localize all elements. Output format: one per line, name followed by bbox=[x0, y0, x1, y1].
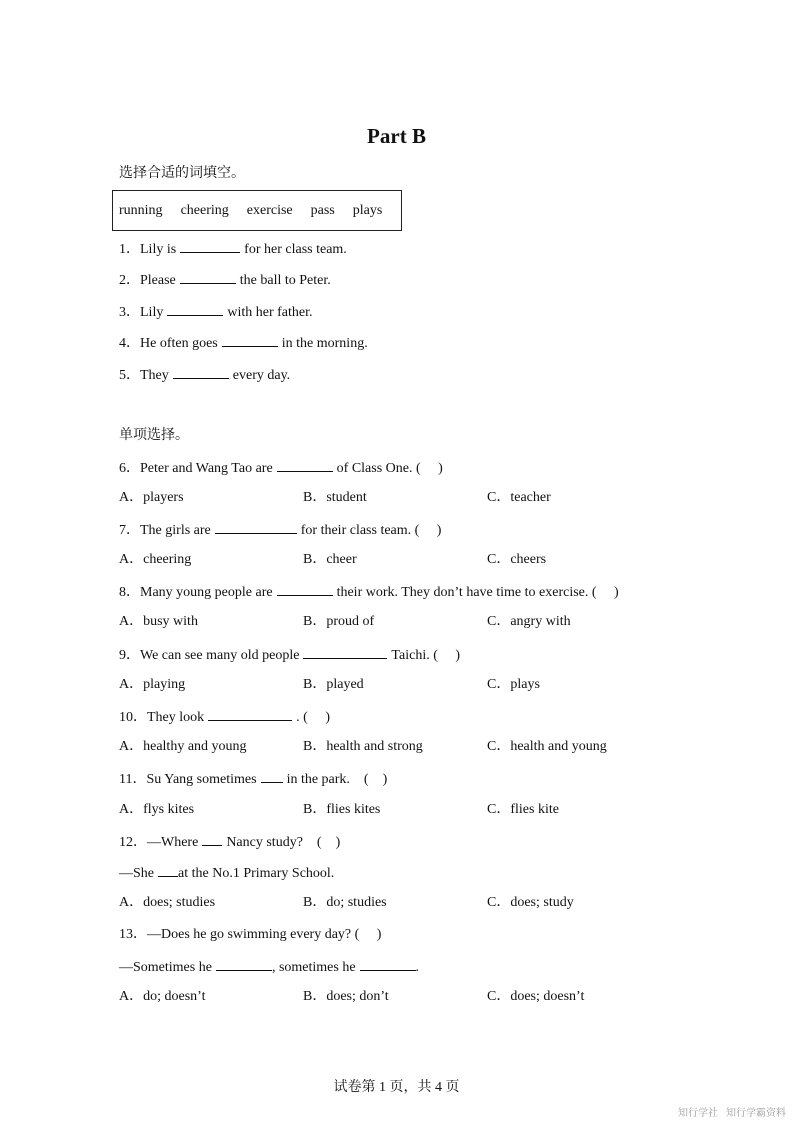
answer-blank[interactable] bbox=[180, 238, 240, 253]
word-bank-item: exercise bbox=[246, 202, 293, 218]
question-10: 10．They look . ( ) bbox=[119, 706, 330, 726]
answer-blank[interactable] bbox=[277, 581, 333, 596]
option-a[interactable]: A．flys kites bbox=[119, 802, 195, 817]
answer-blank[interactable] bbox=[360, 956, 416, 971]
answer-blank[interactable] bbox=[173, 364, 229, 379]
option-b[interactable]: B．does; don’t bbox=[303, 989, 389, 1004]
question-9: 9．We can see many old people Taichi. ( ) bbox=[119, 644, 460, 664]
answer-blank[interactable] bbox=[216, 956, 272, 971]
option-b[interactable]: B．student bbox=[303, 490, 367, 505]
option-c[interactable]: C．cheers bbox=[487, 552, 547, 567]
option-c[interactable]: C．angry with bbox=[487, 614, 571, 629]
answer-blank[interactable] bbox=[303, 644, 387, 659]
word-bank-item: running bbox=[119, 202, 163, 218]
answer-blank[interactable] bbox=[180, 269, 236, 284]
answer-blank[interactable] bbox=[277, 457, 333, 472]
option-b[interactable]: B．health and strong bbox=[303, 739, 423, 754]
option-a[interactable]: A．do; doesn’t bbox=[119, 989, 206, 1004]
section2-instruction: 单项选择。 bbox=[119, 428, 189, 443]
question-4: 4．He often goes in the morning. bbox=[119, 332, 368, 352]
question-13: 13．—Does he go swimming every day? ( ) bbox=[119, 927, 382, 942]
question-1: 1．Lily is for her class team. bbox=[119, 238, 347, 258]
question-12-response: —She at the No.1 Primary School. bbox=[119, 862, 334, 882]
question-5: 5．They every day. bbox=[119, 364, 290, 384]
answer-blank[interactable] bbox=[167, 301, 223, 316]
option-b[interactable]: B．played bbox=[303, 677, 364, 692]
answer-blank[interactable] bbox=[222, 332, 278, 347]
option-a[interactable]: A．healthy and young bbox=[119, 739, 247, 754]
answer-blank[interactable] bbox=[208, 706, 292, 721]
question-3: 3．Lily with her father. bbox=[119, 301, 312, 321]
answer-blank[interactable] bbox=[215, 519, 297, 534]
option-c[interactable]: C．teacher bbox=[487, 490, 551, 505]
option-a[interactable]: A．cheering bbox=[119, 552, 192, 567]
answer-blank[interactable] bbox=[158, 862, 178, 877]
option-a[interactable]: A．does; studies bbox=[119, 895, 216, 910]
option-c[interactable]: C．plays bbox=[487, 677, 540, 692]
question-12: 12．—Where Nancy study? ( ) bbox=[119, 831, 340, 851]
option-c[interactable]: C．does; doesn’t bbox=[487, 989, 585, 1004]
option-c[interactable]: C．health and young bbox=[487, 739, 607, 754]
watermark-text: 知行学霸资料 bbox=[726, 1108, 786, 1119]
option-c[interactable]: C．does; study bbox=[487, 895, 574, 910]
question-8: 8．Many young people are their work. They don’t have time to exercise. ( ) bbox=[119, 581, 619, 601]
watermark-text: 知行学社 bbox=[678, 1108, 718, 1119]
option-a[interactable]: A．busy with bbox=[119, 614, 198, 629]
answer-blank[interactable] bbox=[202, 831, 222, 846]
option-c[interactable]: C．flies kite bbox=[487, 802, 559, 817]
answer-blank[interactable] bbox=[261, 768, 283, 783]
option-a[interactable]: A．players bbox=[119, 490, 184, 505]
page-footer: 试卷第 1 页，共 4 页 bbox=[333, 1080, 460, 1095]
question-7: 7．The girls are for their class team. ( ) bbox=[119, 519, 441, 539]
word-bank-item: pass bbox=[310, 202, 335, 218]
option-b[interactable]: B．cheer bbox=[303, 552, 357, 567]
page-title: Part B bbox=[367, 124, 426, 148]
question-13-response: —Sometimes he , sometimes he . bbox=[119, 956, 419, 976]
section1-instruction: 选择合适的词填空。 bbox=[119, 166, 245, 181]
option-b[interactable]: B．do; studies bbox=[303, 895, 387, 910]
question-11: 11．Su Yang sometimes in the park. ( ) bbox=[119, 768, 387, 788]
option-b[interactable]: B．flies kites bbox=[303, 802, 381, 817]
word-bank-item: cheering bbox=[180, 202, 229, 218]
option-a[interactable]: A．playing bbox=[119, 677, 186, 692]
word-bank-item: plays bbox=[352, 202, 383, 218]
word-bank bbox=[112, 190, 402, 231]
option-b[interactable]: B．proud of bbox=[303, 614, 375, 629]
question-6: 6．Peter and Wang Tao are of Class One. ( ) bbox=[119, 457, 443, 477]
question-2: 2．Please the ball to Peter. bbox=[119, 269, 331, 289]
